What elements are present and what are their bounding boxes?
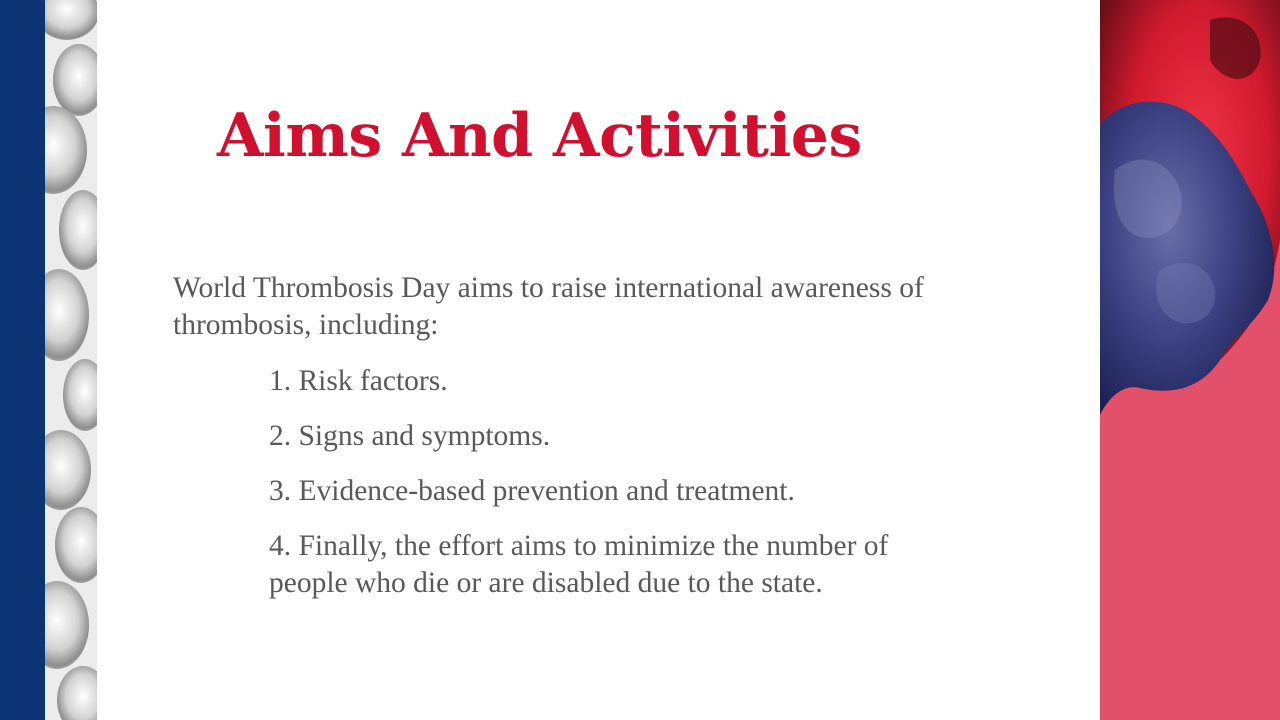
blood-clot-illustration: [1100, 0, 1280, 720]
blood-cells-illustration: [45, 0, 97, 720]
slide-title: Aims And Activities: [217, 101, 862, 171]
blood-cells-icon: [45, 0, 97, 720]
list-item: 1. Risk factors.: [269, 365, 448, 397]
list-item: 3. Evidence-based prevention and treatment.: [269, 475, 795, 507]
intro-paragraph: World Thrombosis Day aims to raise international awareness of thrombosis, including:: [173, 272, 924, 341]
list-item: 4. Finally, the effort aims to minimize the number of people who die or are disabled due to the state.: [269, 530, 889, 599]
aims-list: [269, 363, 1029, 620]
list-item: 2. Signs and symptoms.: [269, 420, 551, 452]
navy-side-bar: [0, 0, 45, 720]
blood-clot-icon: [1100, 0, 1280, 720]
